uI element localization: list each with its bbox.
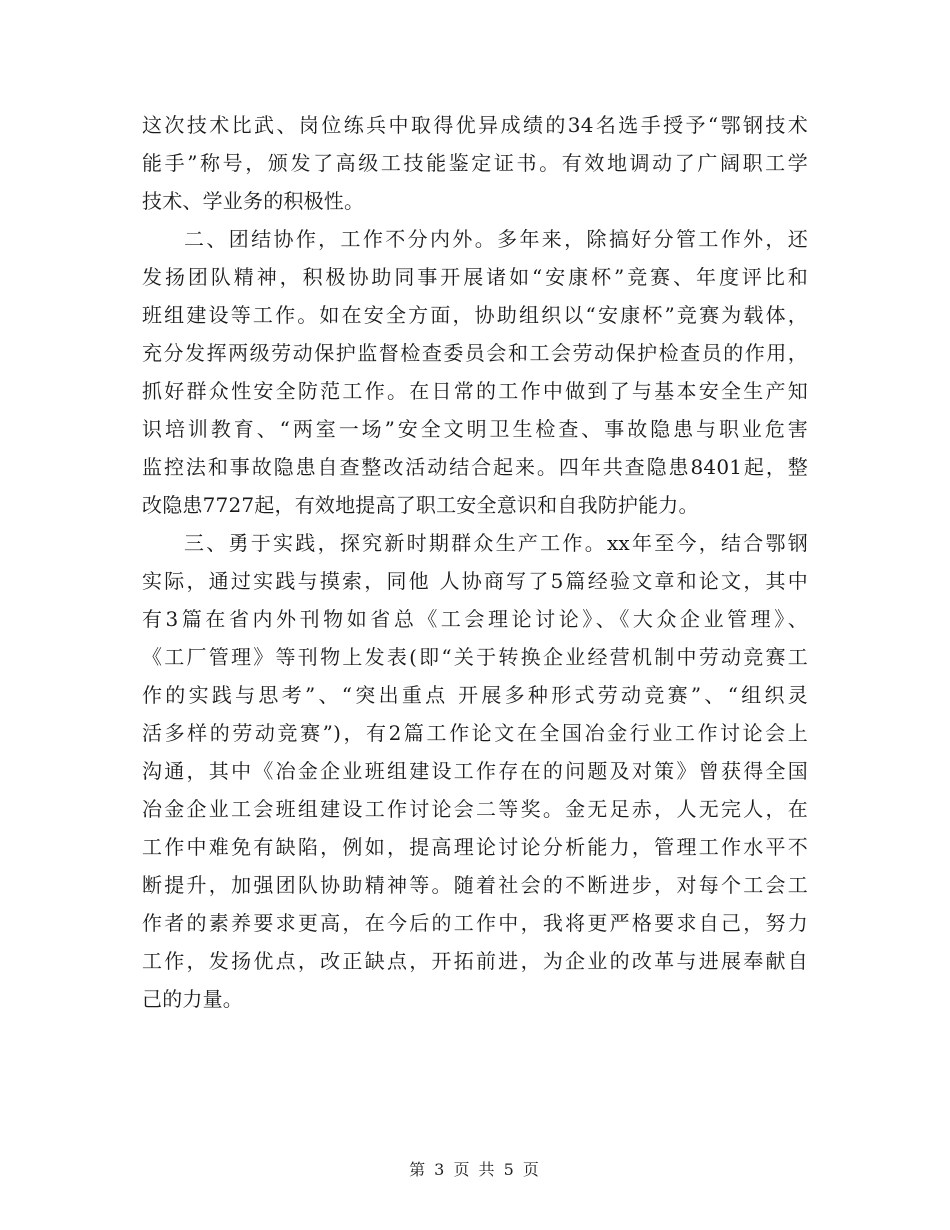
text-line: 《工厂管理》等刊物上发表(即“关于转换企业经营机制中劳动竞赛工 bbox=[142, 645, 808, 669]
document-body bbox=[142, 106, 808, 1018]
text-line: 抓好群众性安全防范工作。在日常的工作中做到了与基本安全生产知 bbox=[142, 379, 808, 403]
text-line: 断提升，加强团队协助精神等。随着社会的不断进步，对每个工会工 bbox=[142, 873, 808, 897]
text-line: 发扬团队精神，积极协助同事开展诸如“安康杯”竞赛、年度评比和 bbox=[142, 265, 808, 289]
text-line: 监控法和事故隐患自查整改活动结合起来。四年共查隐患8401起，整 bbox=[142, 455, 808, 479]
paragraph-1 bbox=[142, 106, 808, 220]
text-line: 技术、学业务的积极性。 bbox=[142, 189, 365, 213]
paragraph-3 bbox=[142, 524, 808, 1018]
text-line: 冶金企业工会班组建设工作讨论会二等奖。金无足赤，人无完人，在 bbox=[142, 797, 808, 821]
text-line: 班组建设等工作。如在安全方面，协助组织以“安康杯”竞赛为载体， bbox=[142, 303, 808, 327]
text-line: 实际，通过实践与摸索，同他 人协商写了5篇经验文章和论文，其中 bbox=[142, 569, 808, 593]
text-line: 作者的素养要求更高，在今后的工作中，我将更严格要求自己，努力 bbox=[142, 911, 808, 935]
text-line: 有3篇在省内外刊物如省总《工会理论讨论》、《大众企业管理》、 bbox=[142, 607, 808, 631]
text-line: 三、勇于实践，探究新时期群众生产工作。xx年至今，结合鄂钢 bbox=[184, 531, 808, 555]
text-line: 沟通，其中《冶金企业班组建设工作存在的问题及对策》曾获得全国 bbox=[142, 759, 808, 783]
paragraph-2 bbox=[142, 220, 808, 524]
text-line: 充分发挥两级劳动保护监督检查委员会和工会劳动保护检查员的作用， bbox=[142, 341, 808, 365]
text-line: 工作，发扬优点，改正缺点，开拓前进，为企业的改革与进展奉献自 bbox=[142, 949, 808, 973]
text-line: 改隐患7727起，有效地提高了职工安全意识和自我防护能力。 bbox=[142, 493, 699, 517]
text-line: 作的实践与思考”、“突出重点 开展多种形式劳动竞赛”、“组织灵 bbox=[142, 683, 808, 707]
text-line: 二、团结协作，工作不分内外。多年来，除搞好分管工作外，还 bbox=[184, 227, 808, 251]
text-line: 工作中难免有缺陷，例如，提高理论讨论分析能力，管理工作水平不 bbox=[142, 835, 808, 859]
page-number-footer: 第 3 页 共 5 页 bbox=[409, 1160, 541, 1179]
text-line: 这次技术比武、岗位练兵中取得优异成绩的34名选手授予“鄂钢技术 bbox=[142, 113, 808, 137]
text-line: 己的力量。 bbox=[142, 987, 243, 1011]
text-line: 能手”称号，颁发了高级工技能鉴定证书。有效地调动了广阔职工学 bbox=[142, 151, 808, 175]
text-line: 识培训教育、“两室一场”安全文明卫生检查、事故隐患与职业危害 bbox=[142, 417, 808, 441]
text-line: 活多样的劳动竞赛”)，有2篇工作论文在全国冶金行业工作讨论会上 bbox=[142, 721, 808, 745]
